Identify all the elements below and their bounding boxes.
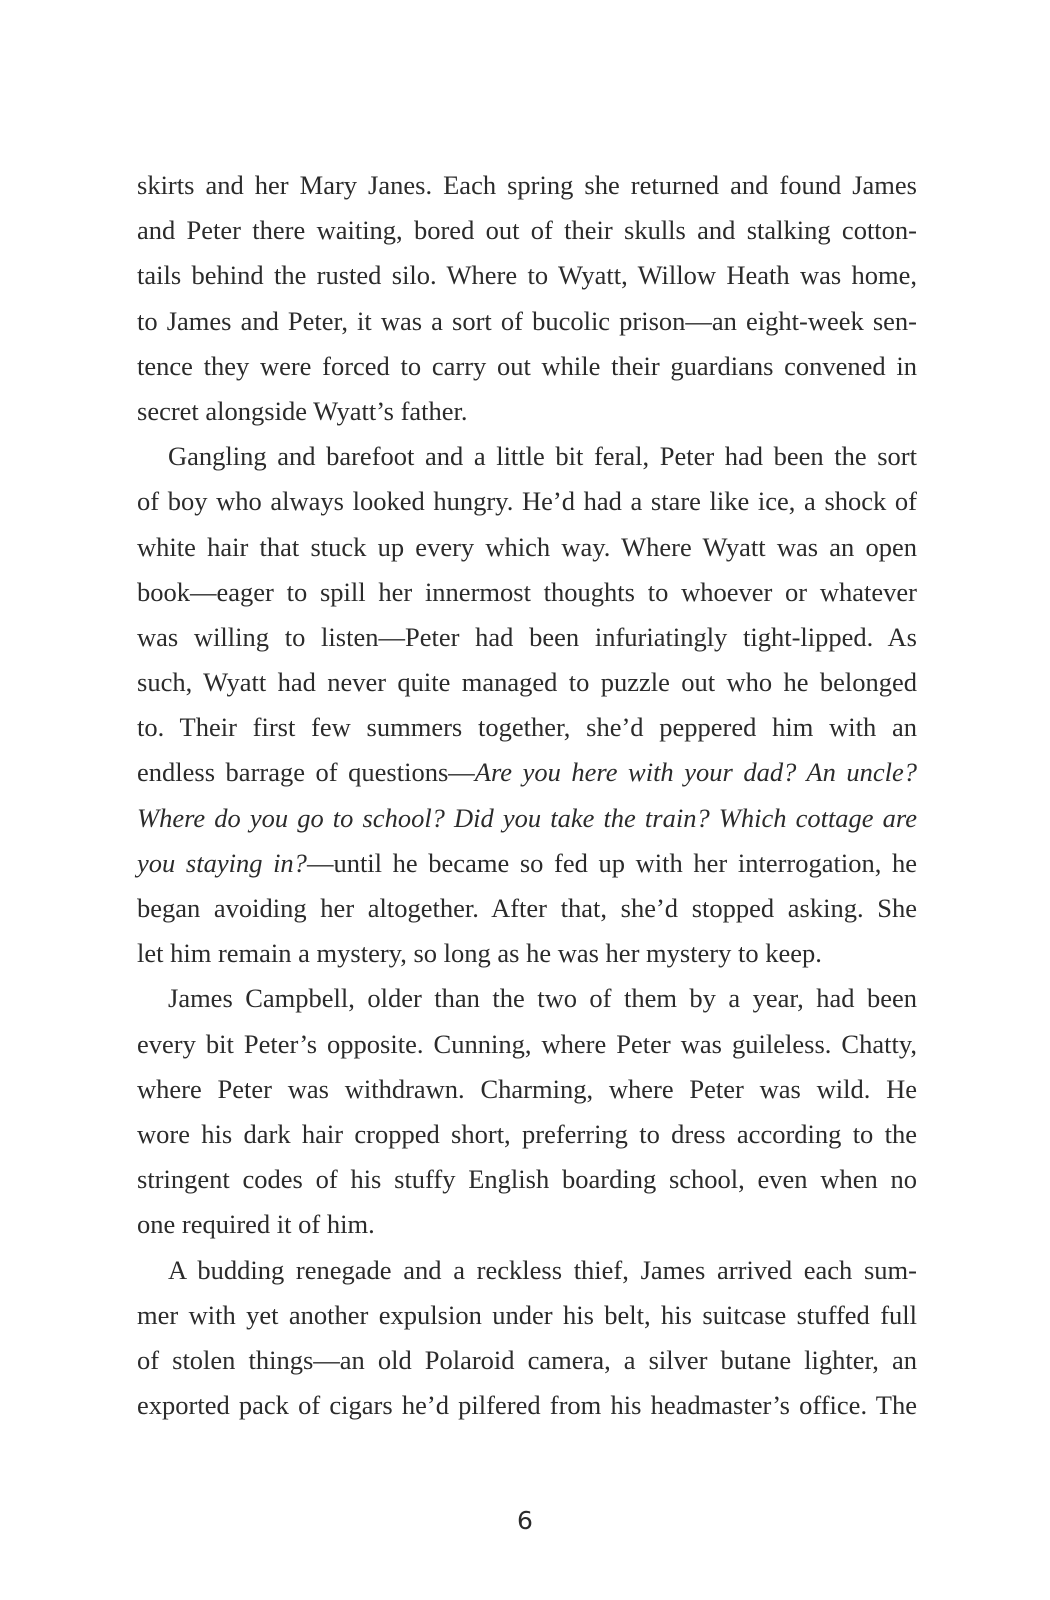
- text-line: of stolen things—an old Polaroid camera, a silver butane lighter, an: [137, 1344, 917, 1375]
- text-segment: endless barrage of questions—: [137, 757, 475, 788]
- text-line: such, Wyatt had never quite managed to puzzle out who he belonged: [137, 667, 917, 698]
- paragraph-first-line: Gangling and barefoot and a little bit feral, Peter had been the sort: [168, 441, 917, 472]
- paragraph-first-line: James Campbell, older than the two of them by a year, had been: [168, 983, 917, 1014]
- text-line: skirts and her Mary Janes. Each spring she returned and found James: [137, 170, 917, 200]
- text-line: stringent codes of his stuffy English boarding school, even when no: [137, 1164, 917, 1195]
- text-line: was willing to listen—Peter had been infuriatingly tight-lipped. As: [137, 621, 917, 652]
- text-line: [137, 750, 917, 795]
- text-line: book—eager to spill her innermost thoughts to whoever or whatever: [137, 576, 917, 607]
- italic-text-segment: Are you here with your dad? An uncle?: [474, 757, 918, 788]
- text-line: one required it of him.: [137, 1209, 375, 1240]
- text-line: [137, 841, 917, 886]
- page-number: 6: [517, 1506, 533, 1535]
- text-line: of boy who always looked hungry. He’d had a stare like ice, a shock of: [137, 486, 917, 517]
- text-line: to. Their first few summers together, she’d peppered him with an: [137, 712, 917, 743]
- text-line: tails behind the rusted silo. Where to Wyatt, Willow Heath was home,: [137, 260, 917, 291]
- text-line: began avoiding her altogether. After that, she’d stopped asking. She: [137, 893, 917, 923]
- text-segment: —until he became so fed up with her interrogation, he: [306, 847, 917, 878]
- text-line: white hair that stuck up every which way. Where Wyatt was an open: [137, 531, 917, 562]
- text-line: mer with yet another expulsion under his belt, his suitcase stuffed full: [137, 1299, 917, 1330]
- text-line: wore his dark hair cropped short, preferring to dress according to the: [137, 1118, 917, 1149]
- text-line: exported pack of cigars he’d pilfered from his headmaster’s office. The: [137, 1390, 917, 1421]
- text-line: every bit Peter’s opposite. Cunning, where Peter was guileless. Chatty,: [137, 1028, 917, 1059]
- text-line: to James and Peter, it was a sort of bucolic prison—an eight-week sen-: [137, 305, 917, 336]
- text-line: secret alongside Wyatt’s father.: [137, 395, 468, 426]
- text-line: and Peter there waiting, bored out of their skulls and stalking cotton-: [137, 215, 917, 246]
- italic-text-line: Where do you go to school? Did you take the train? Which cottage are: [137, 802, 917, 833]
- italic-text-segment: you staying in?: [137, 847, 307, 878]
- paragraph-first-line: A budding renegade and a reckless thief, James arrived each sum-: [168, 1254, 917, 1285]
- text-line: let him remain a mystery, so long as he was her mystery to keep.: [137, 938, 822, 969]
- body-text: [137, 163, 917, 1428]
- text-line: where Peter was withdrawn. Charming, where Peter was wild. He: [137, 1073, 917, 1104]
- text-line: tence they were forced to carry out while their guardians convened in: [137, 350, 917, 381]
